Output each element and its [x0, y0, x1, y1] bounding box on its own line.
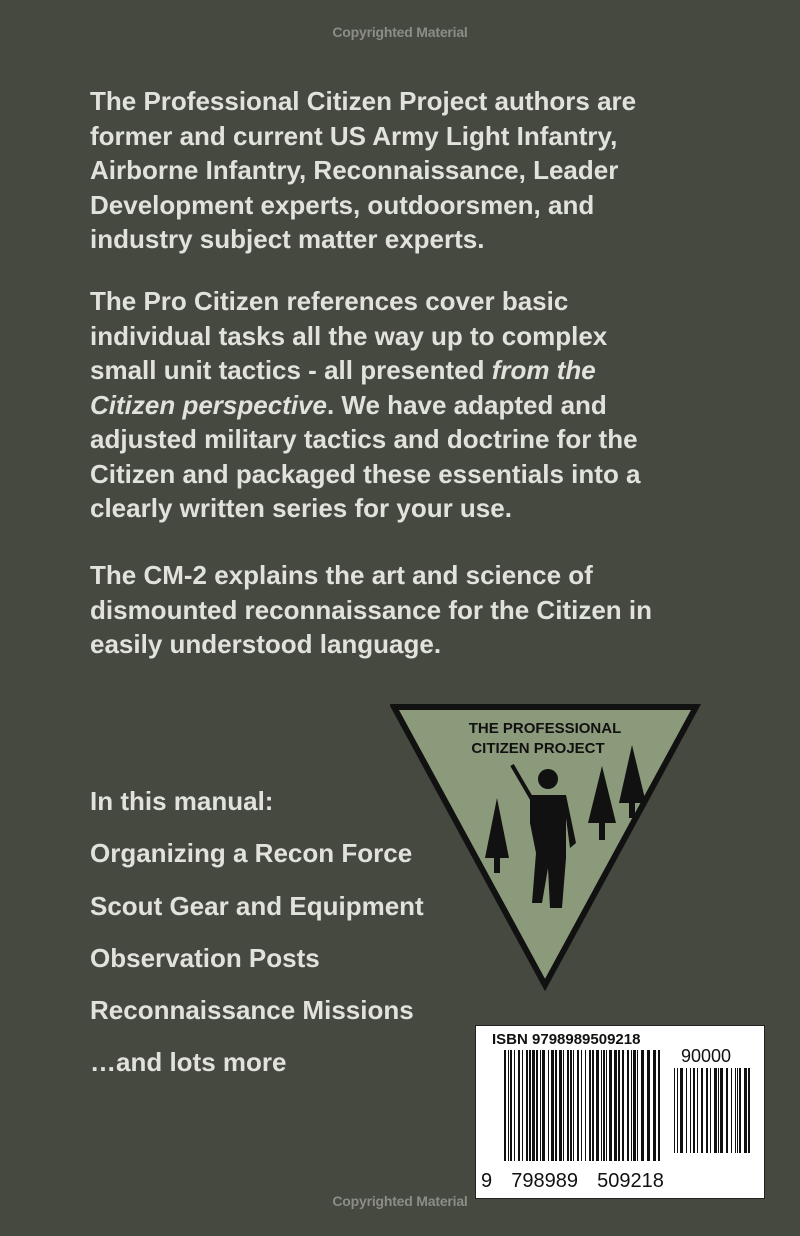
- watermark-top: Copyrighted Material: [332, 24, 468, 40]
- barcode-bar: [542, 1050, 545, 1161]
- barcode-bar: [522, 1050, 523, 1161]
- watermark-bottom: Copyrighted Material: [332, 1193, 468, 1209]
- barcode-bar: [606, 1050, 607, 1161]
- italic-text: Citizen perspective: [90, 389, 327, 420]
- barcode-bar: [748, 1068, 750, 1153]
- barcode-bar: [559, 1050, 562, 1161]
- barcode-bar: [592, 1050, 594, 1161]
- barcode-bar: [710, 1068, 711, 1153]
- professional-citizen-project-logo: [390, 703, 702, 993]
- logo-text: CITIZEN PROJECT: [471, 740, 605, 757]
- barcode-bar: [614, 1050, 617, 1161]
- barcode-bar: [706, 1068, 708, 1153]
- barcode-bar: [641, 1050, 644, 1161]
- barcode-bar: [627, 1050, 629, 1161]
- manual-heading: In this manual:: [90, 786, 274, 816]
- barcode-bar: [686, 1068, 687, 1153]
- barcode-bar: [532, 1050, 535, 1161]
- barcode-bar: [731, 1068, 732, 1153]
- barcode-bar: [555, 1050, 557, 1161]
- barcode-bar: [601, 1050, 602, 1161]
- barcode-bar: [573, 1050, 574, 1161]
- barcode-bar: [674, 1068, 675, 1153]
- barcode-bar: [631, 1050, 632, 1161]
- text-line: former and current US Army Light Infantry,: [90, 120, 618, 151]
- barcode-bar: [551, 1050, 554, 1161]
- barcode-bar: [504, 1050, 506, 1161]
- text-line: Development experts, outdoorsmen, and: [90, 189, 595, 220]
- barcode-bar: [567, 1050, 569, 1161]
- barcode-bar: [526, 1050, 528, 1161]
- barcode-bar: [718, 1068, 719, 1153]
- barcode-bar: [585, 1050, 586, 1161]
- barcode-bar: [508, 1050, 509, 1161]
- isbn-barcode: [475, 1025, 765, 1199]
- barcode-bar: [514, 1050, 515, 1161]
- text-line: dismounted reconnaissance for the Citizen in: [90, 594, 652, 625]
- italic-text: from the: [491, 355, 596, 385]
- text-line: The Professional Citizen Project authors are: [90, 86, 637, 116]
- barcode-bar: [737, 1068, 738, 1153]
- barcode-bar: [563, 1050, 564, 1161]
- barcode-bar: [653, 1050, 656, 1161]
- text-line: [90, 353, 641, 388]
- barcode-bar: [720, 1068, 723, 1153]
- barcode-bar: [744, 1068, 747, 1153]
- barcode-bar: [570, 1050, 572, 1161]
- barcode-bar: [589, 1050, 591, 1161]
- barcode-bar: [596, 1050, 599, 1161]
- barcode-bar: [622, 1050, 624, 1161]
- manual-contents: [90, 784, 424, 1098]
- text-line: Airborne Infantry, Reconnaissance, Leader: [90, 155, 619, 185]
- text-span: . We have adapted and: [326, 389, 607, 420]
- text-line: clearly written series for your use.: [90, 493, 512, 523]
- barcode-bar: [647, 1050, 650, 1161]
- barcode-bar: [633, 1050, 636, 1161]
- barcode-bar: [548, 1050, 549, 1161]
- list-item: Organizing a Recon Force: [90, 838, 413, 869]
- barcode-bar: [510, 1050, 512, 1161]
- barcode-bar: [690, 1068, 691, 1153]
- barcode-bar: [697, 1068, 698, 1153]
- text-line: The Pro Citizen references cover basic: [90, 286, 569, 316]
- text-line: The CM-2 explains the art and science of: [90, 560, 593, 590]
- about-authors-paragraph: [90, 84, 636, 257]
- text-line: adjusted military tactics and doctrine for the: [90, 424, 638, 454]
- barcode-bar: [609, 1050, 612, 1161]
- barcode-bar: [714, 1068, 717, 1153]
- list-item: Reconnaissance Missions: [90, 995, 414, 1026]
- barcode-bar: [577, 1050, 579, 1161]
- logo-text: THE PROFESSIONAL: [468, 720, 622, 737]
- barcode-bar: [726, 1068, 728, 1153]
- references-paragraph: [90, 284, 641, 526]
- barcode-bar: [739, 1068, 741, 1153]
- barcode-bar: [693, 1068, 695, 1153]
- text-span: small unit tactics - all presented: [90, 355, 492, 385]
- cm2-paragraph: [90, 558, 652, 662]
- barcode-bar: [536, 1050, 538, 1161]
- list-item: Observation Posts: [90, 942, 320, 973]
- text-line: individual tasks all the way up to complex: [90, 320, 608, 351]
- text-line: Citizen and packaged these essentials into a: [90, 458, 641, 489]
- text-line: industry subject matter experts.: [90, 224, 485, 254]
- barcode-bar: [518, 1050, 520, 1161]
- barcode-digits: 9 798989 509218: [481, 1170, 664, 1192]
- barcode-bar: [658, 1050, 660, 1161]
- barcode-bar: [637, 1050, 638, 1161]
- barcode-bar: [677, 1068, 678, 1153]
- price-addon: 90000: [681, 1046, 732, 1066]
- barcode-bar: [618, 1050, 620, 1161]
- text-line: easily understood language.: [90, 629, 442, 659]
- barcode-bar: [529, 1050, 531, 1161]
- barcode-bar: [680, 1068, 683, 1153]
- text-line: [90, 388, 641, 423]
- barcode-bar: [540, 1050, 541, 1161]
- list-item: …and lots more: [90, 1047, 287, 1078]
- isbn-label: ISBN 9798989509218: [492, 1031, 641, 1048]
- barcode-bar: [735, 1068, 736, 1153]
- barcode-bar: [603, 1050, 605, 1161]
- barcode-bar: [581, 1050, 582, 1161]
- barcode-bar: [701, 1068, 703, 1153]
- list-item: Scout Gear and Equipment: [90, 890, 424, 921]
